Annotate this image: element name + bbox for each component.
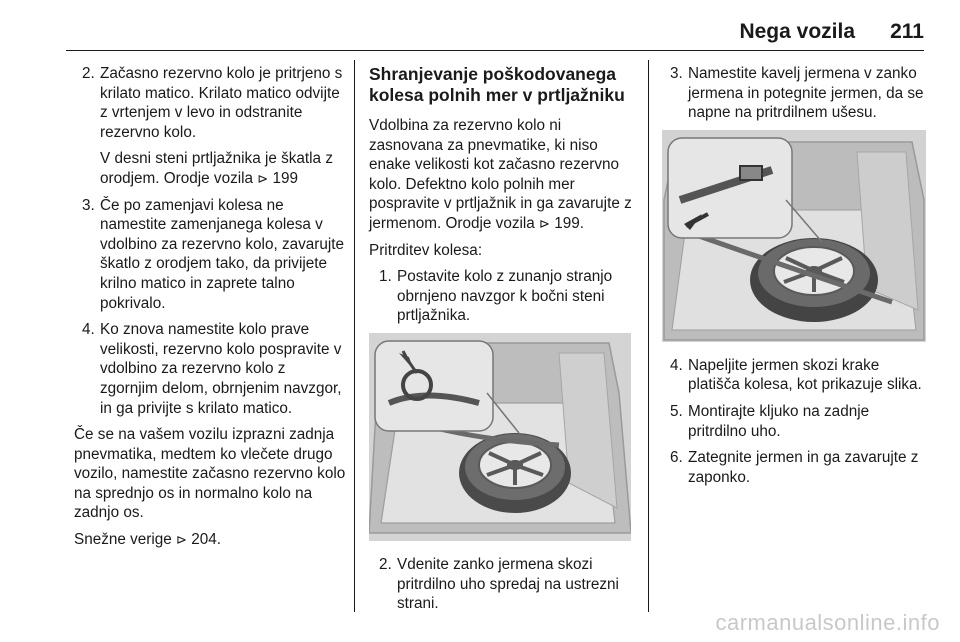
reference-arrow-icon: ⊳ xyxy=(257,170,269,186)
column-divider xyxy=(648,60,649,612)
paragraph-text: V desni steni prtljažnika je škatla z orodjem. Orodje vozila xyxy=(100,150,333,187)
list-number: 3. xyxy=(82,196,95,214)
list-item xyxy=(662,402,932,441)
list-number: 2. xyxy=(379,555,392,573)
list-number: 6. xyxy=(670,449,683,467)
paragraph-text: Vdolbina za rezervno kolo ni zasnovana za pnevmatike, ki niso enake velikosti kot začasno rezervno kolo. Defektno kolo polnih mer pospravite v prtljažnik in ga zavarujte z jermenom. Orodje vozila xyxy=(369,117,632,232)
section-title: Nega vozila xyxy=(739,20,855,43)
illustration-wheel-in-trunk xyxy=(369,333,631,541)
page-reference-link[interactable]: 199 xyxy=(272,169,298,187)
list-item xyxy=(662,356,932,395)
watermark: carmanualsonline.info xyxy=(715,610,940,635)
list-text: Vdenite zanko jermena skozi pritrdilno uho spredaj na ustrezni strani. xyxy=(397,555,619,613)
page-number: 211 xyxy=(890,20,924,43)
list-text: Ko znova namestite kolo prave velikosti, rezervno kolo pospravite v vdolbino za rezervno kolo z zgornjim delom, obrnjenim navzgor, in ga privijte s krilato matico. xyxy=(100,321,342,417)
section-heading: Shranjevanje poškodovanega kolesa polnih mer v prtljažniku xyxy=(369,64,625,105)
list-text: Namestite kavelj jermena v zanko jermena in potegnite jermen, da se napne na pritrdilnem ušesu. xyxy=(688,65,924,122)
list-subparagraph xyxy=(74,149,346,188)
list-text: Če po zamenjavi kolesa ne namestite zamenjanega kolesa v vdolbino za rezervno kolo, zavarujte škatlo z orodjem tako, da privijete krilno matico in zaprete talno pokrivalo. xyxy=(100,196,345,312)
list-item xyxy=(74,320,346,418)
column-1 xyxy=(74,64,346,557)
list-item xyxy=(74,64,346,142)
list-number: 4. xyxy=(82,321,95,339)
list-number: 1. xyxy=(379,268,392,286)
reference-arrow-icon: ⊳ xyxy=(176,532,187,548)
list-text: Začasno rezervno kolo je pritrjeno s krilato matico. Krilato matico odvijte z vrtenjem v levo in odstranite rezervno kolo. xyxy=(100,65,343,141)
list-number: 5. xyxy=(670,402,683,420)
page-header xyxy=(0,0,960,52)
list-text: Postavite kolo z zunanjo stranjo obrnjeno navzgor k bočni steni prtljažnika. xyxy=(397,268,613,325)
reference-arrow-icon: ⊳ xyxy=(539,215,550,231)
list-number: 3. xyxy=(670,65,683,82)
paragraph: Če se na vašem vozilu izprazni zadnja pnevmatika, medtem ko vlečete drugo vozilo, namestite začasno rezervno kolo na sprednjo os in normalno kolo na zadnjo os. xyxy=(74,426,346,522)
column-2 xyxy=(369,64,637,621)
page-reference-link[interactable]: 204. xyxy=(191,531,221,549)
column-3 xyxy=(662,64,932,494)
list-text: Zategnite jermen in ga zavarujte z zaponko. xyxy=(688,449,919,486)
list-text: Montirajte kljuko na zadnje pritrdilno uho. xyxy=(688,402,870,440)
paragraph-text: Snežne verige xyxy=(74,531,172,549)
paragraph xyxy=(74,530,346,550)
paragraph: Pritrditev kolesa: xyxy=(369,241,483,259)
list-number: 4. xyxy=(670,356,683,374)
list-item xyxy=(369,555,637,614)
list-item xyxy=(662,448,932,487)
header-rule xyxy=(66,50,924,51)
page-reference-link[interactable]: 199. xyxy=(554,214,584,232)
column-divider xyxy=(354,60,355,612)
list-number: 2. xyxy=(82,65,95,82)
illustration-strap-hook xyxy=(662,130,926,342)
paragraph xyxy=(369,116,637,234)
list-item xyxy=(662,64,932,123)
list-item xyxy=(74,196,346,314)
list-text: Napeljite jermen skozi krake platišča kolesa, kot prikazuje slika. xyxy=(688,356,922,394)
list-item xyxy=(369,267,637,326)
